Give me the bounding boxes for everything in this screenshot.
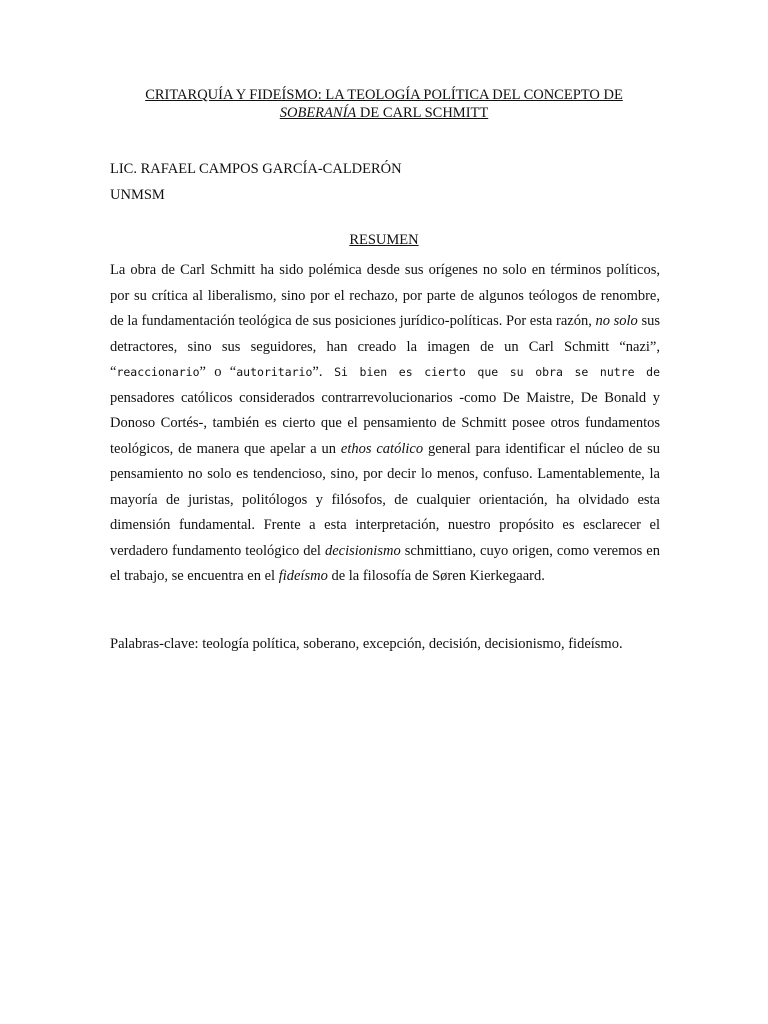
abstract-mono-2: autoritario — [236, 365, 313, 379]
abstract-text-1: La obra de Carl Schmitt ha sido polémica desde sus orígenes no solo en términos políticos, por su crítica al liberalismo, sino por el rechazo, por parte de algunos teólogos de renombre, de la fundamentación teológica de sus posiciones jurídico-políticas. Por esta razón, — [110, 262, 660, 329]
abstract-text-2b: ” o “ — [199, 364, 237, 380]
abstract-text-6: de la filosofía de Søren Kierkegaard. — [327, 568, 545, 584]
abstract-italic-2: ethos católico — [340, 440, 424, 457]
section-heading: RESUMEN — [349, 232, 419, 248]
title-line-2 — [110, 104, 658, 122]
abstract-italic-4: fideísmo — [278, 568, 328, 584]
author-institution: UNMSM — [110, 187, 165, 203]
author-name: LIC. RAFAEL CAMPOS GARCÍA-CALDERÓN — [110, 161, 402, 177]
abstract-italic-3: decisionismo — [324, 542, 401, 559]
abstract-mono-3: Si bien es cierto que su obra se nutre de — [322, 365, 660, 379]
title-italic-word: SOBERANÍA — [279, 105, 357, 121]
abstract-text-2: sus detractores, sino sus seguidores, han creado la imagen de un Carl Schmitt “nazi”, “ — [110, 313, 660, 380]
document-title — [110, 86, 658, 122]
abstract-text-5: schmittiano, cuyo origen, como veremos en el trabajo, se encuentra en el — [110, 542, 660, 584]
abstract-text-4: general para identificar el núcleo de su pensamiento no solo es tendencioso, sino, por decir lo menos, confuso. Lamentablemente, la mayoría de juristas, politólogos y filósofos, de cualquier orientación, ha olvidado esta dimensión fundamental. Frente a esta interpretación, nuestro propósito es esclarecer el verdadero fundamento teológico del — [110, 440, 660, 559]
title-line-1: CRITARQUÍA Y FIDEÍSMO: LA TEOLOGÍA POLÍTICA DEL CONCEPTO DE — [145, 87, 623, 103]
title-line-2-rest: DE CARL SCHMITT — [356, 105, 489, 121]
abstract-mono-1: reaccionario — [116, 365, 200, 379]
abstract-italic-1: no solo — [595, 313, 638, 329]
abstract-paragraph — [110, 258, 660, 590]
author-block — [110, 156, 402, 208]
abstract-text-2c: ”. — [312, 364, 323, 380]
abstract-text-3: pensadores católicos considerados contrarrevolucionarios -como De Maistre, De Bonald y Donoso Cortés-, también es cierto que el pensamiento de Schmitt posee otros fundamentos teológicos, de manera que apelar a un — [110, 389, 660, 457]
keywords-line: Palabras-clave: teología política, soberano, excepción, decisión, decisionismo, fideísmo. — [110, 636, 623, 652]
